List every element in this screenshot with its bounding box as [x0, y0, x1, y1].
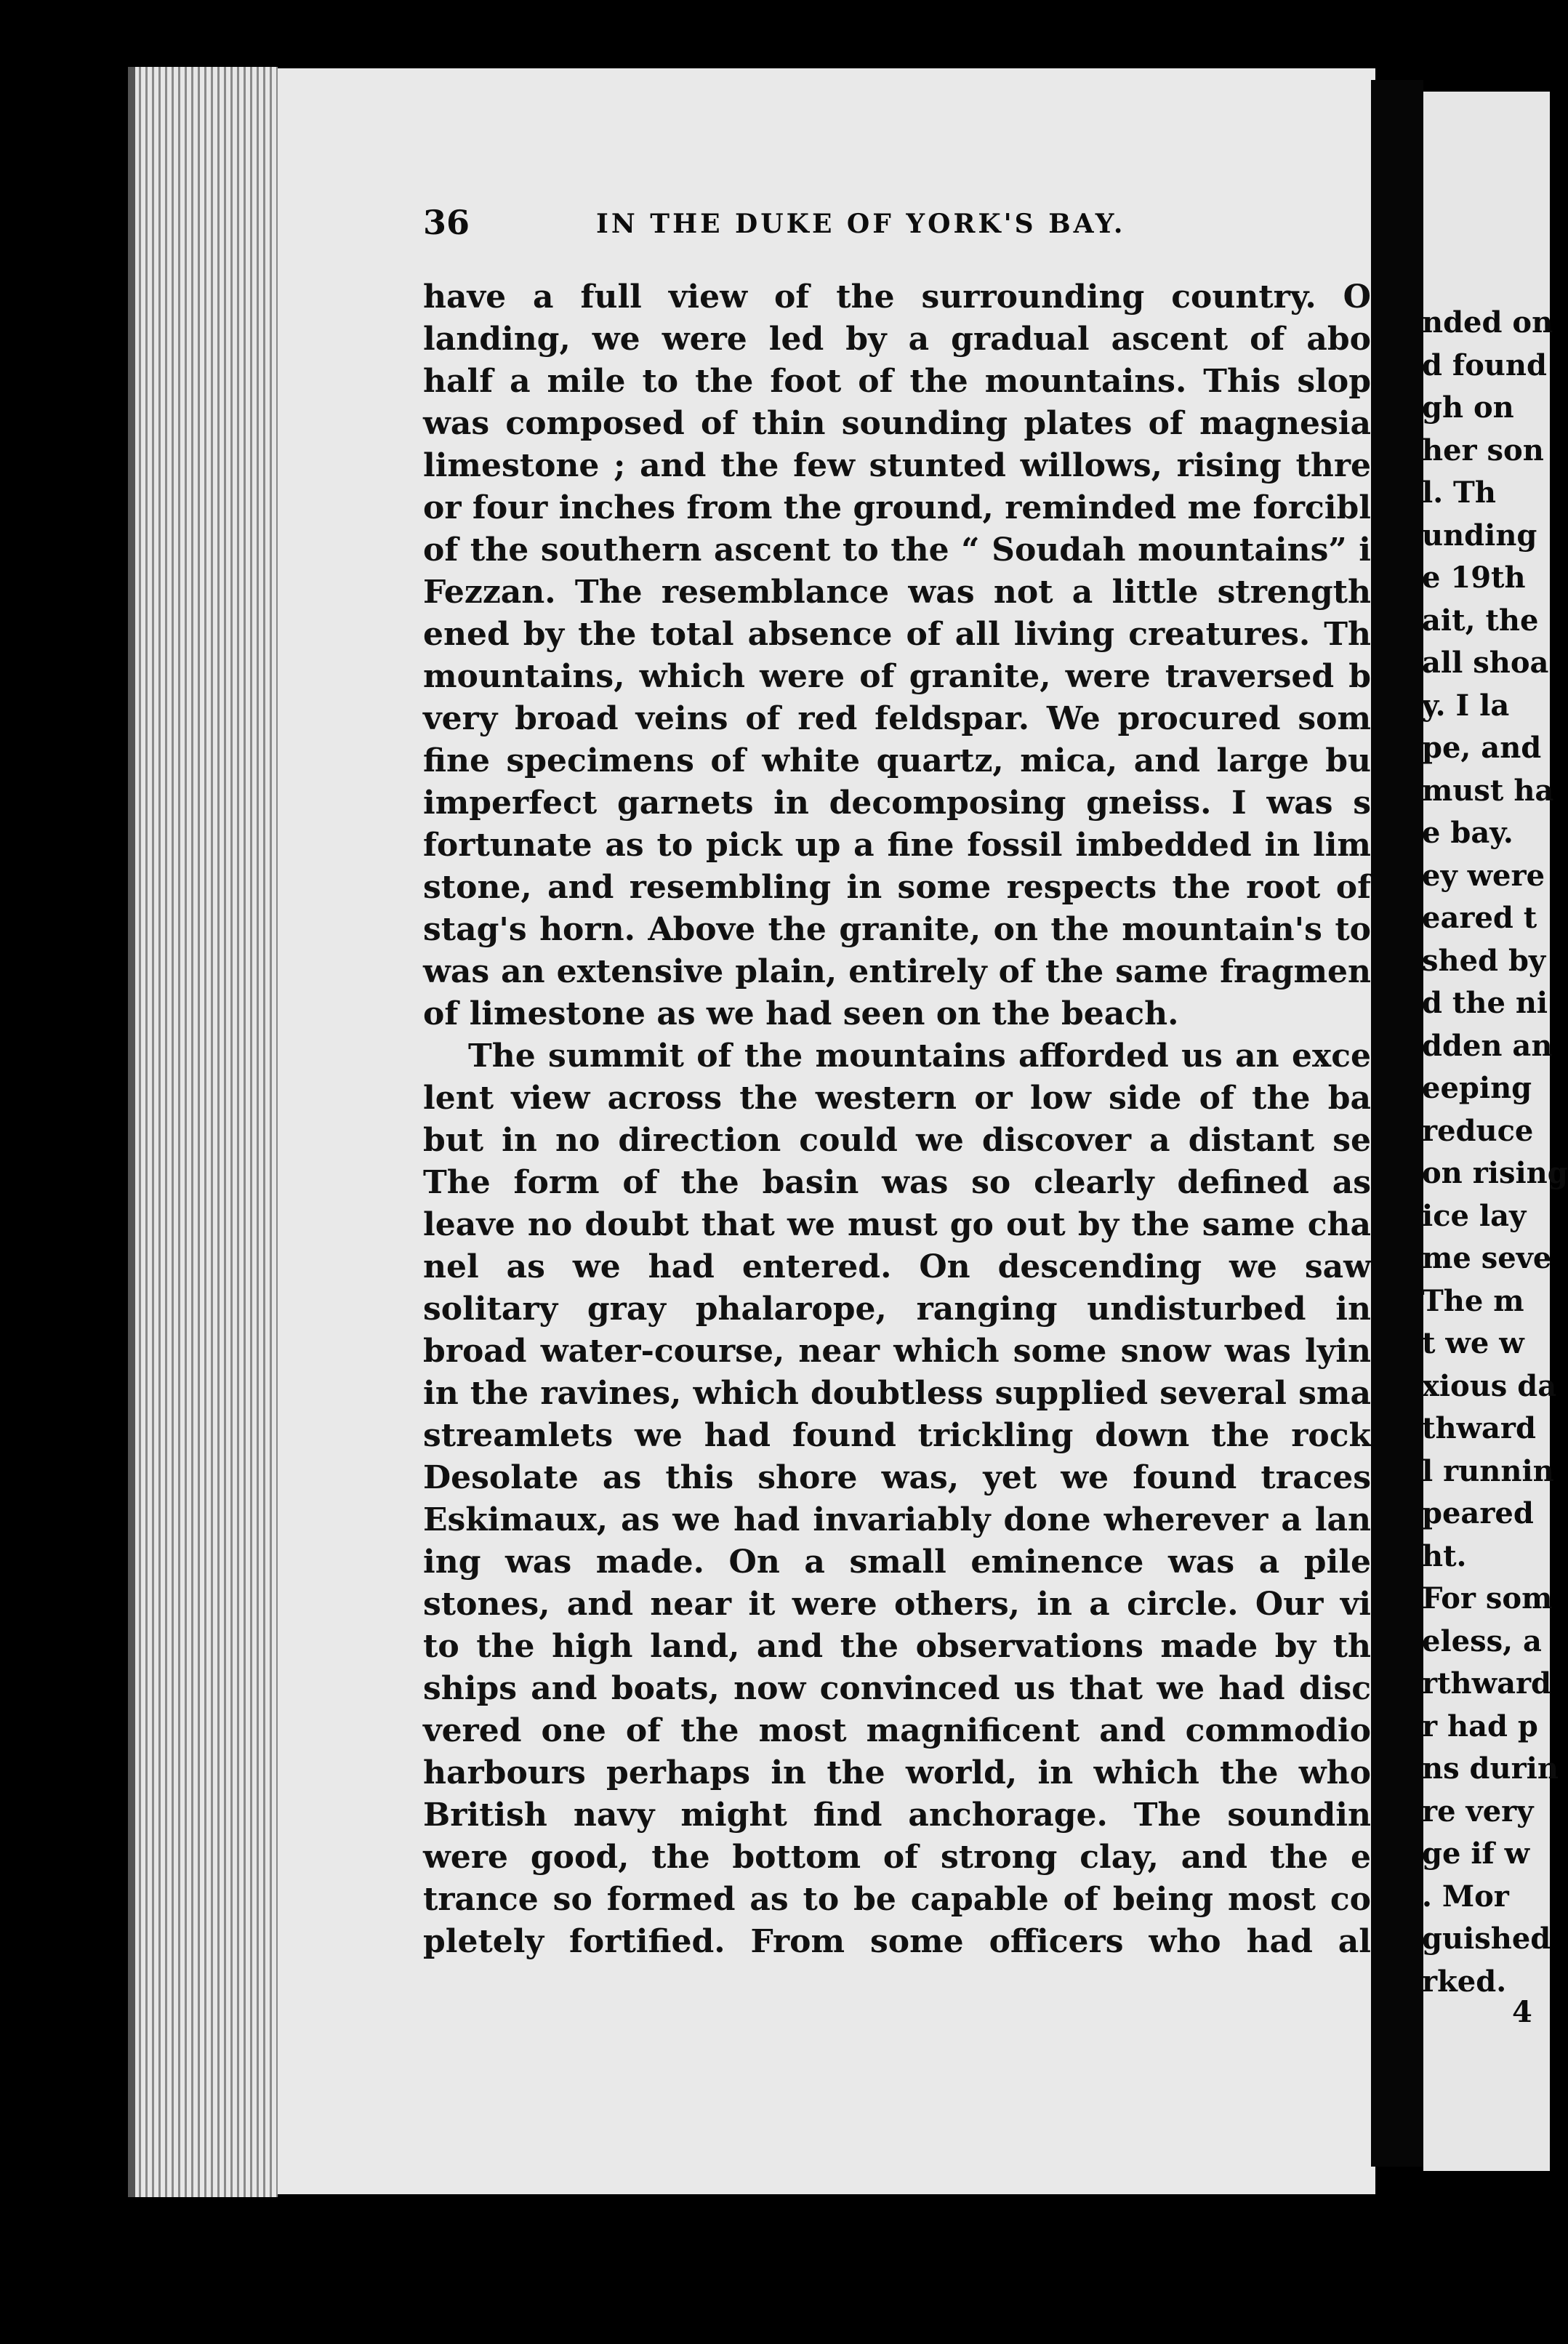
text-line: harbours perhaps in the world, in which the who: [423, 1754, 1371, 1791]
facing-text-line: ht.: [1422, 1538, 1467, 1573]
facing-text-line: eared t: [1422, 901, 1537, 935]
facing-text-line: on rising: [1422, 1156, 1568, 1190]
facing-text-line: xious da: [1422, 1368, 1557, 1403]
facing-text-line: ns durin: [1422, 1751, 1559, 1786]
facing-text-line: l. Th: [1422, 475, 1496, 510]
text-line: to the high land, and the observations made by th: [423, 1628, 1371, 1665]
text-line: streamlets we had found trickling down the rock: [423, 1417, 1371, 1454]
running-head: IN THE DUKE OF YORK'S BAY.: [596, 209, 1126, 239]
facing-text-line: thward: [1422, 1411, 1536, 1445]
facing-text-line: d the ni: [1422, 986, 1548, 1020]
text-line: broad water-course, near which some snow was lyin: [423, 1333, 1371, 1370]
text-line: British navy might find anchorage. The soundin: [423, 1797, 1371, 1834]
facing-text-line: For som: [1422, 1581, 1553, 1615]
facing-text-line: y. I la: [1422, 688, 1510, 723]
text-line: leave no doubt that we must go out by the same cha: [423, 1206, 1371, 1243]
text-line: ing was made. On a small eminence was a pile: [423, 1544, 1371, 1581]
facing-text-line: The m: [1422, 1283, 1524, 1318]
facing-text-line: me seve: [1422, 1241, 1552, 1275]
facing-text-line: her son: [1422, 433, 1544, 467]
facing-text-line: pe, and: [1422, 731, 1542, 765]
text-line: The summit of the mountains afforded us an exce: [468, 1037, 1371, 1075]
facing-text-line: re very: [1422, 1794, 1534, 1829]
text-line: limestone ; and the few stunted willows, rising thre: [423, 447, 1371, 484]
facing-text-line: l runnin: [1422, 1453, 1554, 1488]
facing-text-line: eeping: [1422, 1071, 1532, 1105]
book-gutter: [1371, 80, 1423, 2167]
facing-text-line: ait, the: [1422, 603, 1539, 638]
facing-text-line: dden an: [1422, 1028, 1553, 1063]
text-line: solitary gray phalarope, ranging undisturbed in: [423, 1291, 1371, 1328]
facing-text-line: guished: [1422, 1922, 1551, 1956]
body-text: [423, 276, 1371, 1963]
facing-page: [1422, 92, 1568, 2171]
facing-text-line: e bay.: [1422, 816, 1513, 850]
page-number: 36: [423, 203, 470, 242]
text-line: The form of the basin was so clearly defined as: [423, 1164, 1371, 1201]
text-line: Desolate as this shore was, yet we found traces: [423, 1459, 1371, 1496]
facing-text-line: rked.: [1422, 1964, 1507, 1999]
text-line: was an extensive plain, entirely of the same fragmen: [423, 953, 1371, 990]
text-line: stag's horn. Above the granite, on the mountain's to: [423, 911, 1371, 948]
facing-text-line: . Mor: [1422, 1879, 1509, 1914]
text-line: lent view across the western or low side of the ba: [423, 1080, 1371, 1117]
page-edges-shadow: [128, 67, 135, 2197]
text-line: fortunate as to pick up a fine fossil imbedded in lim: [423, 827, 1371, 864]
text-line: ships and boats, now convinced us that we had disc: [423, 1670, 1371, 1707]
facing-text-line: all shoa: [1422, 646, 1549, 680]
facing-text-line: eless, a: [1422, 1623, 1542, 1658]
text-line: in the ravines, which doubtless supplied several sma: [423, 1375, 1371, 1412]
page-edges: [128, 67, 278, 2197]
text-line: half a mile to the foot of the mountains. This slop: [423, 363, 1371, 400]
text-line: mountains, which were of granite, were traversed b: [423, 658, 1371, 695]
facing-text-line: gh on: [1422, 390, 1514, 425]
scan-border-top: [0, 0, 1550, 65]
facing-text-line: t we w: [1422, 1326, 1524, 1360]
text-line: of the southern ascent to the “ Soudah mountains” i: [423, 531, 1371, 569]
text-line: stone, and resembling in some respects the root of: [423, 869, 1371, 906]
text-line: nel as we had entered. On descending we saw: [423, 1248, 1371, 1285]
text-line: or four inches from the ground, reminded me forcibl: [423, 489, 1371, 526]
facing-text-line: rthward: [1422, 1666, 1552, 1701]
text-line: pletely fortified. From some officers who had al: [423, 1923, 1371, 1960]
facing-page-marker: 4: [1512, 1995, 1532, 2029]
facing-text-line: ice lay: [1422, 1198, 1527, 1233]
facing-text-line: d found: [1422, 348, 1547, 382]
facing-text-line: peared: [1422, 1496, 1534, 1530]
text-line: was composed of thin sounding plates of magnesia: [423, 405, 1371, 442]
facing-text-line: unding: [1422, 518, 1537, 553]
text-line: Fezzan. The resemblance was not a little strength: [423, 574, 1371, 611]
facing-text-line: e 19th: [1422, 561, 1526, 595]
facing-text-line: ge if w: [1422, 1837, 1530, 1871]
text-line: stones, and near it were others, in a circle. Our vi: [423, 1586, 1371, 1623]
facing-text-line: nded on: [1422, 305, 1553, 340]
text-line: fine specimens of white quartz, mica, and large bu: [423, 742, 1371, 779]
text-line: trance so formed as to be capable of being most co: [423, 1881, 1371, 1918]
facing-text-line: ey were: [1422, 858, 1545, 893]
text-line: vered one of the most magnificent and commodio: [423, 1712, 1371, 1749]
page-header: [423, 201, 1332, 244]
facing-text-line: shed by: [1422, 943, 1546, 978]
text-line: but in no direction could we discover a distant se: [423, 1122, 1371, 1159]
text-line: were good, the bottom of strong clay, and the e: [423, 1839, 1371, 1876]
facing-text-line: must ha: [1422, 773, 1554, 808]
text-line: have a full view of the surrounding country. O: [423, 278, 1371, 316]
text-line: of limestone as we had seen on the beach.: [423, 995, 1179, 1032]
text-line: landing, we were led by a gradual ascent of abo: [423, 321, 1371, 358]
facing-text-line: reduce: [1422, 1113, 1534, 1148]
text-line: ened by the total absence of all living creatures. Th: [423, 616, 1371, 653]
text-line: Eskimaux, as we had invariably done wherever a lan: [423, 1501, 1371, 1538]
facing-text-line: r had p: [1422, 1709, 1538, 1743]
text-line: very broad veins of red feldspar. We procured som: [423, 700, 1371, 737]
text-line: imperfect garnets in decomposing gneiss. I was s: [423, 784, 1371, 822]
